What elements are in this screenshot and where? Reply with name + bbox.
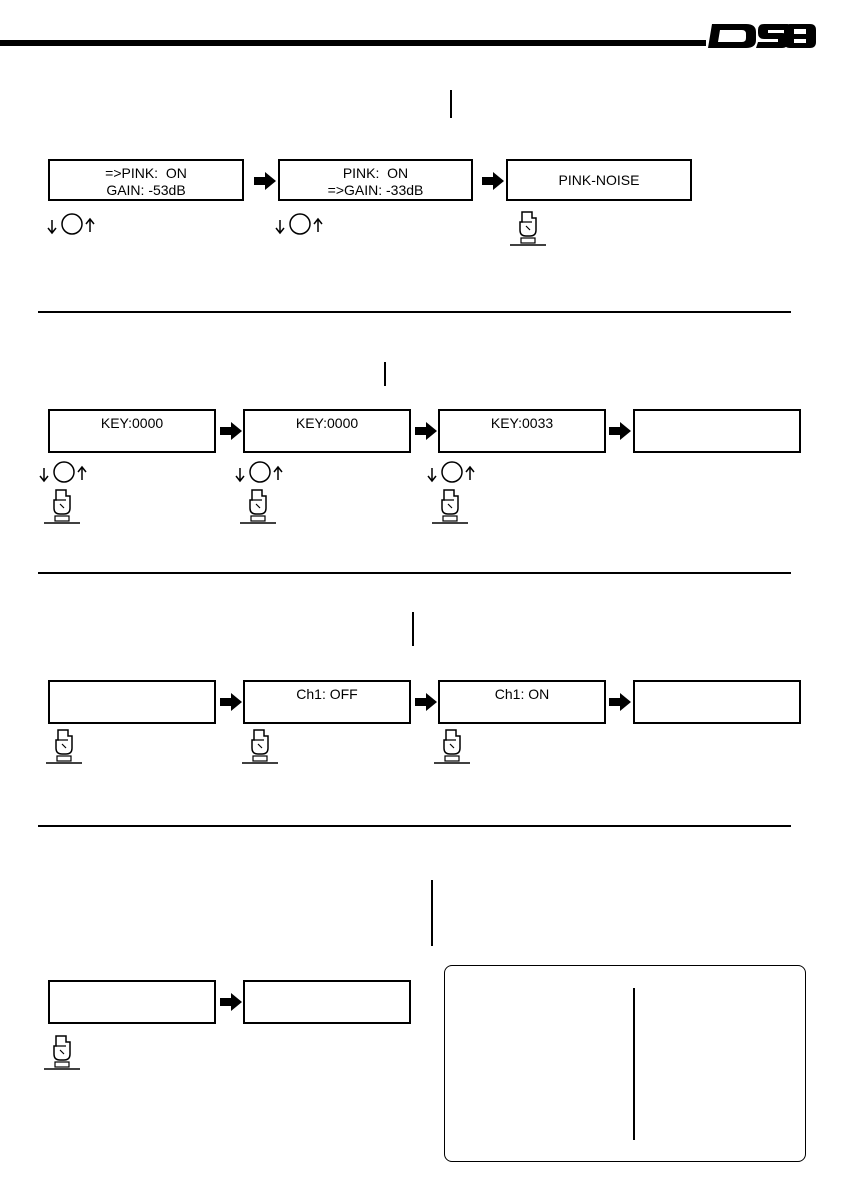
section3-marker [412,612,414,646]
lcd-line: KEY:0000 [295,415,359,431]
rotary-knob-icon [38,460,100,486]
lcd-line: Ch1: OFF [296,686,358,702]
lcd-screen-ch1-off [243,680,411,724]
lcd-line: PINK-NOISE [558,171,640,188]
lcd-line: =>GAIN: -33dB [327,182,424,198]
lcd-line: =>PINK: ON [105,165,187,181]
right-arrow-icon [609,693,631,711]
right-arrow-icon [220,422,242,440]
press-button-icon [240,728,280,768]
lcd-screen-gain [278,159,473,201]
lcd-screen-key [48,409,216,453]
section1-marker [450,90,452,118]
lcd-screen-pink-on [48,159,244,201]
lcd-screen-key [438,409,606,453]
section4-marker [431,880,433,946]
right-arrow-icon [609,422,631,440]
right-arrow-icon [482,172,504,190]
press-button-icon [44,728,84,768]
ds18-logo [706,20,816,52]
lcd-screen-blank [48,680,216,724]
registered-mark: ® [810,27,816,34]
header-bar [0,40,706,46]
section2-marker [384,362,386,386]
right-arrow-icon [415,693,437,711]
lcd-line: KEY:0000 [100,415,164,431]
rotary-knob-icon [234,460,296,486]
info-box [444,965,806,1162]
press-button-icon [508,210,548,250]
section-divider [38,311,791,313]
lcd-line: KEY:0033 [490,415,554,431]
lcd-screen-blank [48,980,216,1024]
rotary-knob-icon [274,212,336,238]
right-arrow-icon [415,422,437,440]
lcd-line: Ch1: ON [494,686,550,702]
section-divider [38,572,791,574]
rotary-knob-icon [46,212,108,238]
lcd-screen-blank [633,409,801,453]
press-button-icon [42,1034,82,1074]
right-arrow-icon [254,172,276,190]
right-arrow-icon [220,993,242,1011]
lcd-screen-blank [633,680,801,724]
section-divider [38,825,791,827]
lcd-screen-blank [243,980,411,1024]
press-button-icon [430,488,470,528]
press-button-icon [42,488,82,528]
lcd-screen-pink-noise [506,159,692,201]
info-box-divider [633,988,635,1140]
rotary-knob-icon [426,460,488,486]
lcd-line: PINK: ON [342,165,409,181]
lcd-line: GAIN: -53dB [106,182,186,198]
right-arrow-icon [220,693,242,711]
press-button-icon [432,728,472,768]
lcd-screen-ch1-on [438,680,606,724]
lcd-screen-key [243,409,411,453]
press-button-icon [238,488,278,528]
